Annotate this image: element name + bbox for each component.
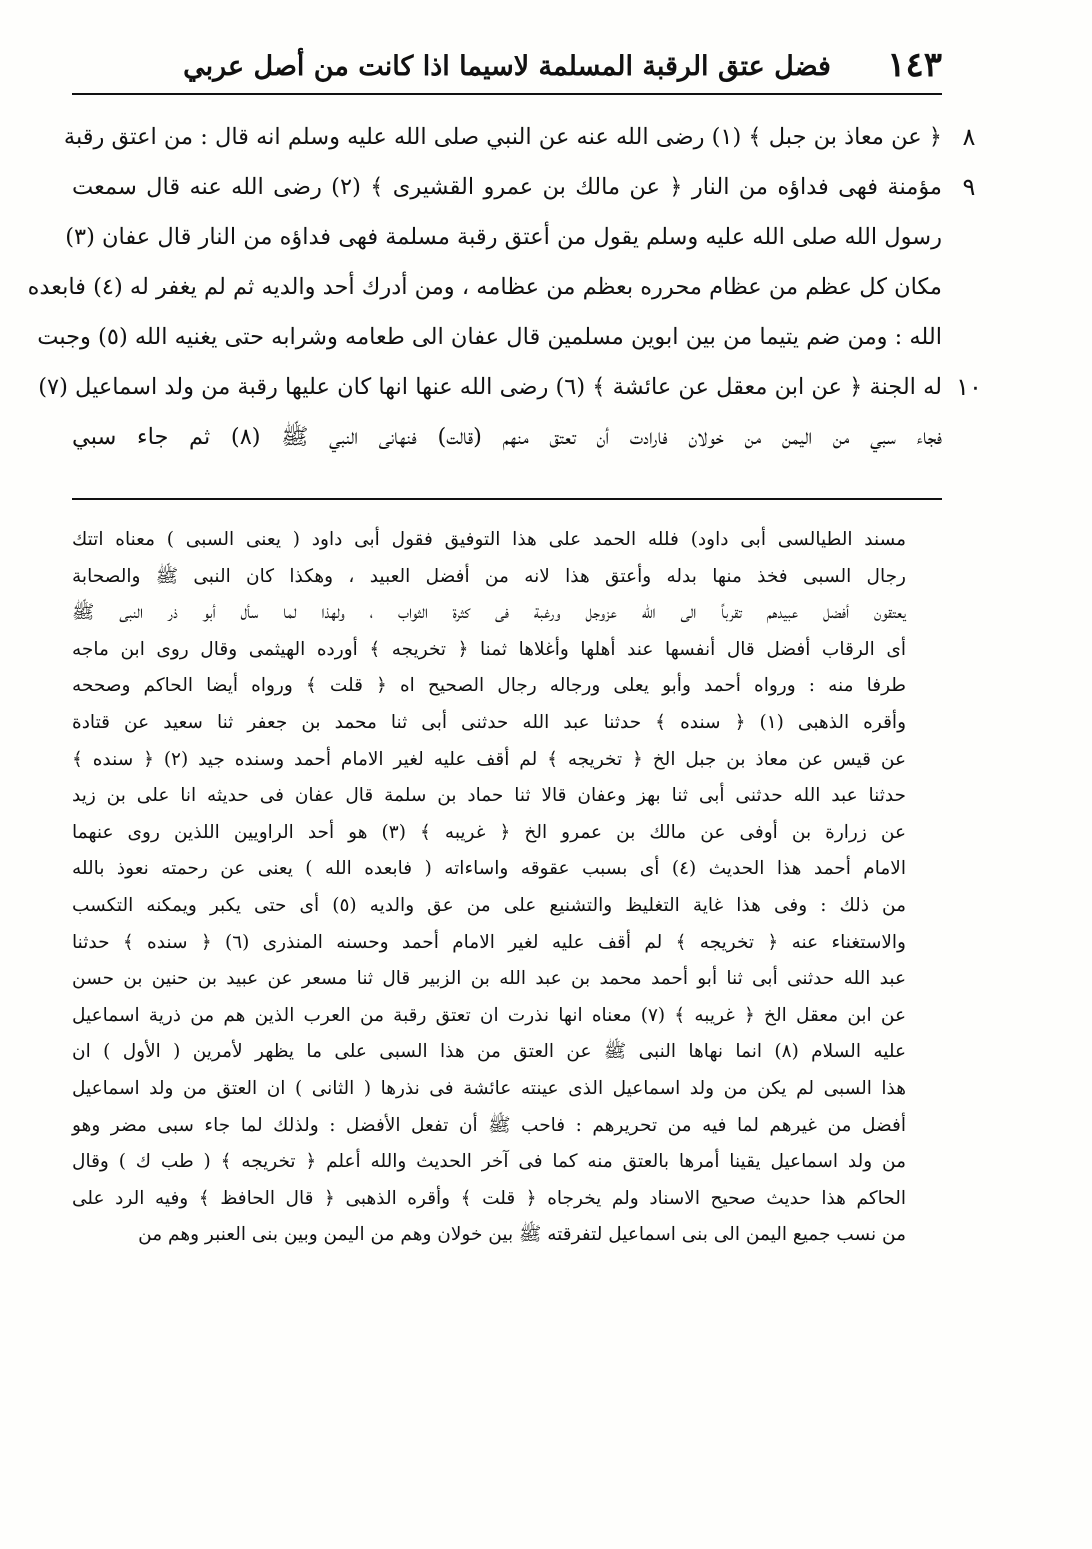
footnote-line: الحاكم هذا حديث صحيح الاسناد ولم يخرجاه ﴿ قلت ﴾ وأقره الذهبى ﴿ قال الحافظ ﴾ وفيه الرد على: [72, 1187, 906, 1209]
footnote-line: عن قيس عن معاذ بن جبل الخ ﴿ تخريجه ﴾ لم أقف عليه لغير الامام أحمد وسنده جيد (٢) ﴿ سنده ﴾: [72, 748, 906, 770]
line-number: ٩: [962, 173, 976, 201]
main-text-line: مؤمنة فهى فداؤه من النار ﴿ عن مالك بن عمرو القشيرى ﴾ (٢) رضى الله عنه قال سمعت: [72, 174, 942, 200]
footnotes-commentary: [72, 522, 906, 1254]
main-text-line: فجاء سبي من اليمن من خولان فارادت أن تعتق منهم (قالت) فنهانى النبي ﷺ (٨) ثم جاء سبي: [72, 424, 942, 450]
main-text-line: الله : ومن ضم يتيما من بين ابوين مسلمين قال عفان الى طعامه وشرابه حتى يغنيه الله (٥) وجبت: [37, 324, 942, 350]
footnote-line: أفضل من غيرهم لما فيه من تحريرهم : فاحب ﷺ أن تفعل الأفضل : ولذلك لما جاء سبى مضر وهو: [72, 1114, 906, 1136]
main-text-line: له الجنة ﴿ عن ابن معقل عن عائشة ﴾ (٦) رضى الله عنها انها كان عليها رقبة من ولد اسماعيل (٧): [38, 374, 942, 400]
footnote-line: الامام أحمد هذا الحديث (٤) أى بسبب عقوقه واساءاته ( فابعده الله ) يعنى عن رحمته نعوذ بالله: [72, 858, 906, 880]
footnote-line: طرفا منه : ورواه أحمد وأبو يعلى ورجاله رجال الصحيح اه ﴿ قلت ﴾ ورواه أيضا الحاكم وصححه: [72, 675, 906, 697]
header-rule: [72, 93, 942, 95]
footnote-line: من ذلك : وفى هذا غاية التغليظ والتشنيع على من عق والديه (٥) أى حتى يكبر ويمكنه التكسب: [72, 894, 906, 916]
main-text-line: ﴿ عن معاذ بن جبل ﴾ (١) رضى الله عنه عن النبي صلى الله عليه وسلم انه قال : من اعتق رقبة: [63, 124, 942, 150]
footnote-line: وأقره الذهبى (١) ﴿ سنده ﴾ حدثنا عبد الله حدثنى أبى ثنا محمد بن جعفر ثنا سعيد عن قتادة: [72, 711, 907, 733]
footnote-line: والاستغناء عنه ﴿ تخريجه ﴾ لم أقف عليه لغير الامام أحمد وحسنه المنذرى (٦) ﴿ سنده ﴾ حدثنا: [72, 931, 906, 953]
footnote-line: عن ابن معقل الخ ﴿ غريبه ﴾ (٧) معناه انها نذرت ان تعتق رقبة من العرب الذين هم من ذرية اسماعيل: [72, 1004, 906, 1026]
footnote-separator: [72, 498, 942, 500]
running-header-title: فضل عتق الرقبة المسلمة لاسيما اذا كانت من أصل عربي: [183, 50, 831, 82]
main-text-line: رسول الله صلى الله عليه وسلم يقول من أعتق رقبة مسلمة فهى فداؤه من النار قال عفان (٣): [65, 224, 942, 250]
footnote-line: يعتقون أفضل عبيدهم تقرباً الى الله عزوجل ورغبة فى كثرة الثواب ، ولهذا لما سأل أبو ذر النبى ﷺ: [72, 602, 906, 624]
footnote-line: عبد الله حدثنى أبى ثنا أبو أحمد محمد بن عبد الله بن الزبير قال ثنا مسعر عن عبيد بن حنين بن حسن: [72, 968, 906, 990]
footnote-line: عليه السلام (٨) انما نهاها النبى ﷺ عن العتق من هذا السبى على ما يظهر لأمرين ( الأول ) ان: [72, 1041, 906, 1063]
footnote-line: من نسب جميع اليمن الى بنى اسماعيل لتفرقته ﷺ بين خولان وهم من اليمن وبين بنى العنبر وهم من: [138, 1224, 906, 1246]
footnote-line: من ولد اسماعيل يقينا أمرها بالعتق منه كما فى آخر الحديث والله أعلم ﴿ تخريجه ﴾ ( طب ك ) وقال: [72, 1151, 906, 1173]
running-header: [72, 40, 942, 92]
line-number: ١٠: [956, 373, 982, 401]
footnote-line: رجال السبى فخذ منها بدله وأعتق هذا لانه من أفضل العبيد ، وهكذا كان النبى ﷺ والصحابة: [72, 565, 906, 587]
footnote-line: حدثنا عبد الله حدثنى أبى ثنا بهز وعفان قالا ثنا حماد بن سلمة قال عفان فى حديثه انا على بن زيد: [72, 785, 906, 807]
main-hadith-text: [27, 112, 942, 462]
page-number: ١٤٣: [887, 45, 942, 85]
footnote-line: مسند الطيالسى أبى داود) فلله الحمد على هذا التوفيق فقول أبى داود ( يعنى السبى ) معناه اتتك: [72, 529, 906, 550]
line-number: ٨: [962, 123, 976, 151]
footnote-line: عن زرارة بن أوفى عن مالك بن عمرو الخ ﴿ غريبه ﴾ (٣) هو أحد الراويين اللذين روى عنهما: [72, 821, 906, 843]
footnote-line: هذا السبى لم يكن من ولد اسماعيل الذى عينته عائشة فى نذرها ( الثانى ) ان العتق من ولد اسماعيل: [72, 1077, 906, 1099]
main-text-line: مكان كل عظم من عظام محرره بعظم من عظامه ، ومن أدرك أحد والديه ثم لم يغفر له (٤) فابعده: [27, 274, 942, 300]
footnote-line: أى الرقاب أفضل قال أنفسها عند أهلها وأغلاها ثمنا ﴿ تخريجه ﴾ أورده الهيثمى وقال روى ابن ماجه: [72, 638, 906, 660]
